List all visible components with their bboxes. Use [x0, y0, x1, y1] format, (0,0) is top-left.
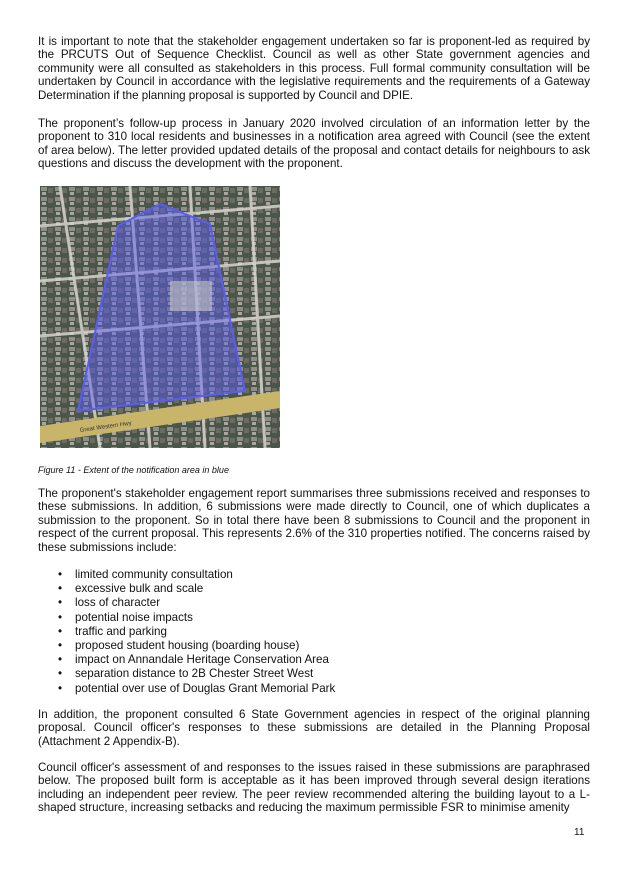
list-item: • traffic and parking: [58, 625, 335, 639]
paragraph-officer-assessment: Council officer's assessment of and responses to the issues raised in these submissions are paraphrased below. The proposed built form is acceptable as it has been improved through several design iterations including an independent peer review. The peer review recommended altering the building layout to a L-shaped structure, increasing setbacks and reducing the maximum permissible FSR to minimise amenity: [38, 761, 590, 815]
road-label: Great Western Hwy: [79, 420, 133, 434]
list-item: • potential over use of Douglas Grant Memorial Park: [58, 682, 335, 696]
list-item: • separation distance to 2B Chester Street West: [58, 667, 335, 681]
paragraph-stakeholder-engagement: It is important to note that the stakeholder engagement undertaken so far is proponent-led as required by the PRCUTS Out of Sequence Checklist. Council as well as other State government agencies and community were all consulted as stakeholders in this process. Full formal community consultation will be undertaken by Council in accordance with the legislative requirements and the requirements of a Gateway Determination if the planning proposal is supported by Council and DPIE.: [38, 35, 590, 102]
list-item: • excessive bulk and scale: [58, 582, 335, 596]
list-item: • proposed student housing (boarding house): [58, 639, 335, 653]
list-item: • impact on Annandale Heritage Conservation Area: [58, 653, 335, 667]
list-item: • limited community consultation: [58, 568, 335, 582]
paragraph-state-agencies: In addition, the proponent consulted 6 State Government agencies in respect of the original planning proposal. Council officer's responses to these submissions are detailed in the Planning Proposal (Attachment 2 Appendix-B).: [38, 708, 590, 748]
list-item: • loss of character: [58, 596, 335, 610]
page-number: 11: [574, 827, 585, 838]
building-block: [170, 281, 212, 311]
figure-caption: Figure 11 - Extent of the notification area in blue: [38, 465, 229, 475]
list-item: • potential noise impacts: [58, 611, 335, 625]
paragraph-submissions-summary: The proponent's stakeholder engagement report summarises three submissions received and responses to these submissions. In addition, 6 submissions were made directly to Council, one of which duplicates a submission to the proponent. So in total there have been 8 submissions to Council and the proponent in respect of the current proposal. This represents 2.6% of the 310 properties notified. The concerns raised by these submissions include:: [38, 487, 590, 554]
paragraph-follow-up-process: The proponent’s follow-up process in January 2020 involved circulation of an information letter by the proponent to 310 local residents and businesses in a notification area agreed with Council (see the extent of area below). The letter provided updated details of the proposal and contact details for neighbours to ask questions and discuss the development with the proponent.: [38, 117, 590, 171]
concerns-list: [58, 568, 335, 696]
notification-area-map: [40, 186, 280, 448]
aerial-map-image: [40, 186, 280, 448]
